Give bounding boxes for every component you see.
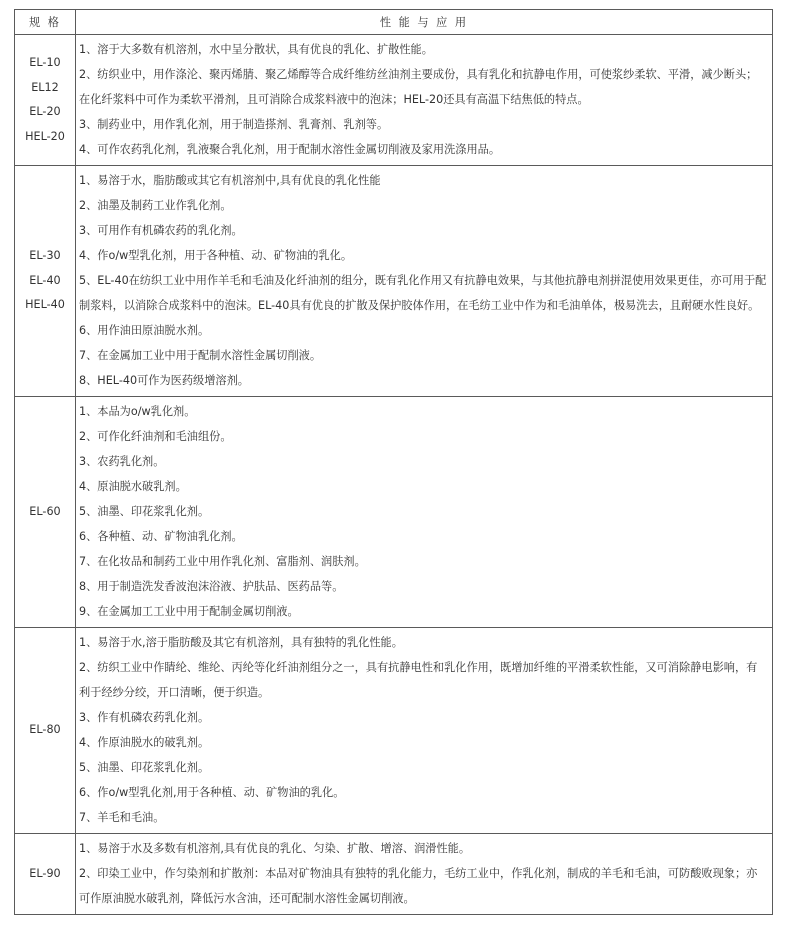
table-row xyxy=(15,397,773,628)
table-header-row xyxy=(15,10,773,35)
description-item: 6、作o/w型乳化剂,用于各种植、动、矿物油的乳化。 xyxy=(79,786,345,799)
description-cell xyxy=(76,166,773,397)
description-item: 5、油墨、印花浆乳化剂。 xyxy=(79,505,210,518)
description-item: 8、用于制造洗发香波泡沫浴液、护肤品、医药品等。 xyxy=(79,580,344,593)
description-item: 1、溶于大多数有机溶剂，水中呈分散状，具有优良的乳化、扩散性能。 xyxy=(79,43,433,56)
description-item: 4、作o/w型乳化剂，用于各种植、动、矿物油的乳化。 xyxy=(79,249,353,262)
description-cell xyxy=(76,628,773,834)
spec-cell xyxy=(15,35,76,166)
table-row xyxy=(15,628,773,834)
spec-code: EL12 xyxy=(31,80,59,94)
description-item: 3、作有机磷农药乳化剂。 xyxy=(79,711,210,724)
spec-table xyxy=(14,9,773,915)
table-row xyxy=(15,834,773,915)
description-item: 4、可作农药乳化剂，乳液聚合乳化剂，用于配制水溶性金属切削液及家用洗涤用品。 xyxy=(79,143,501,156)
spec-code: EL-20 xyxy=(29,105,61,118)
description-item: 3、农药乳化剂。 xyxy=(79,455,165,468)
description-item: 2、印染工业中，作匀染剂和扩散剂：本品对矿物油具有独特的乳化能力，毛纺工业中，作乳化剂，制成的羊毛和毛油，可防酸败现象；亦可作原油脱水破乳剂，降低污水含油，还可配制水溶性金属切削液。 xyxy=(79,867,758,905)
spec-cell xyxy=(15,397,76,628)
description-item: 1、易溶于水,溶于脂肪酸及其它有机溶剂，具有独特的乳化性能。 xyxy=(79,636,403,649)
description-item: 5、油墨、印花浆乳化剂。 xyxy=(79,761,210,774)
table-row xyxy=(15,166,773,397)
spec-code: EL-60 xyxy=(29,504,61,518)
description-item: 2、纺织工业中作睛纶、维纶、丙纶等化纤油剂组分之一，具有抗静电性和乳化作用，既增加纤维的平滑柔软性能，又可消除静电影响，有利于经纱分绞，开口清晰，便于织造。 xyxy=(79,661,758,699)
spec-code: EL-90 xyxy=(29,866,61,880)
description-item: 3、制药业中，用作乳化剂，用于制造搽剂、乳膏剂、乳剂等。 xyxy=(79,118,389,131)
header-performance: 性 能 与 应 用 xyxy=(76,10,773,35)
description-item: 7、在化妆品和制药工业中用作乳化剂、富脂剂、润肤剂。 xyxy=(79,555,366,568)
spec-code: HEL-20 xyxy=(25,129,65,143)
description-item: 3、可用作有机磷农药的乳化剂。 xyxy=(79,224,243,237)
description-item: 4、原油脱水破乳剂。 xyxy=(79,480,187,493)
spec-cell xyxy=(15,628,76,834)
table-body xyxy=(15,35,773,915)
description-item: 2、油墨及制药工业作乳化剂。 xyxy=(79,199,232,212)
description-item: 6、用作油田原油脱水剂。 xyxy=(79,324,210,337)
description-item: 2、可作化纤油剂和毛油组份。 xyxy=(79,430,232,443)
spec-code: HEL-40 xyxy=(25,298,65,312)
description-item: 4、作原油脱水的破乳剂。 xyxy=(79,736,210,749)
description-item: 2、纺织业中，用作涤沦、聚丙烯腈、聚乙烯醇等合成纤维纺丝油剂主要成份，具有乳化和抗静电作用，可使浆纱柔软、平滑，减少断头；在化纤浆料中可作为柔软平滑剂，且可消除合成浆料液中的泡沫；HEL-20还具有高温下结焦低的特点。 xyxy=(79,68,758,106)
description-item: 5、EL-40在纺织工业中用作羊毛和毛油及化纤油剂的组分，既有乳化作用又有抗静电效果，与其他抗静电剂拼混使用效果更佳，亦可用于配制浆料，以消除合成浆料中的泡沫。EL-40具有优良的扩散及保护胶体作用，在毛纺工业中作为和毛油单体，极易洗去，且耐硬水性良好。 xyxy=(79,274,767,312)
description-cell xyxy=(76,35,773,166)
description-item: 8、HEL-40可作为医药级增溶剂。 xyxy=(79,374,249,387)
description-cell xyxy=(76,397,773,628)
spec-cell xyxy=(15,166,76,397)
table-row xyxy=(15,35,773,166)
description-item: 9、在金属加工工业中用于配制金属切削液。 xyxy=(79,605,299,618)
description-item: 1、易溶于水，脂肪酸或其它有机溶剂中,具有优良的乳化性能 xyxy=(79,174,381,187)
description-cell xyxy=(76,834,773,915)
description-item: 7、羊毛和毛油。 xyxy=(79,811,165,824)
description-item: 1、本品为o/w乳化剂。 xyxy=(79,405,196,418)
header-spec: 规 格 xyxy=(15,10,76,35)
spec-code: EL-30 xyxy=(29,249,61,263)
spec-code: EL-40 xyxy=(29,273,61,287)
description-item: 7、在金属加工业中用于配制水溶性金属切削液。 xyxy=(79,349,322,362)
spec-code: EL-10 xyxy=(29,56,61,69)
spec-code: EL-80 xyxy=(29,723,61,737)
description-item: 6、各种植、动、矿物油乳化剂。 xyxy=(79,530,243,543)
description-item: 1、易溶于水及多数有机溶剂,具有优良的乳化、匀染、扩散、增溶、润滑性能。 xyxy=(79,842,471,855)
spec-cell xyxy=(15,834,76,915)
